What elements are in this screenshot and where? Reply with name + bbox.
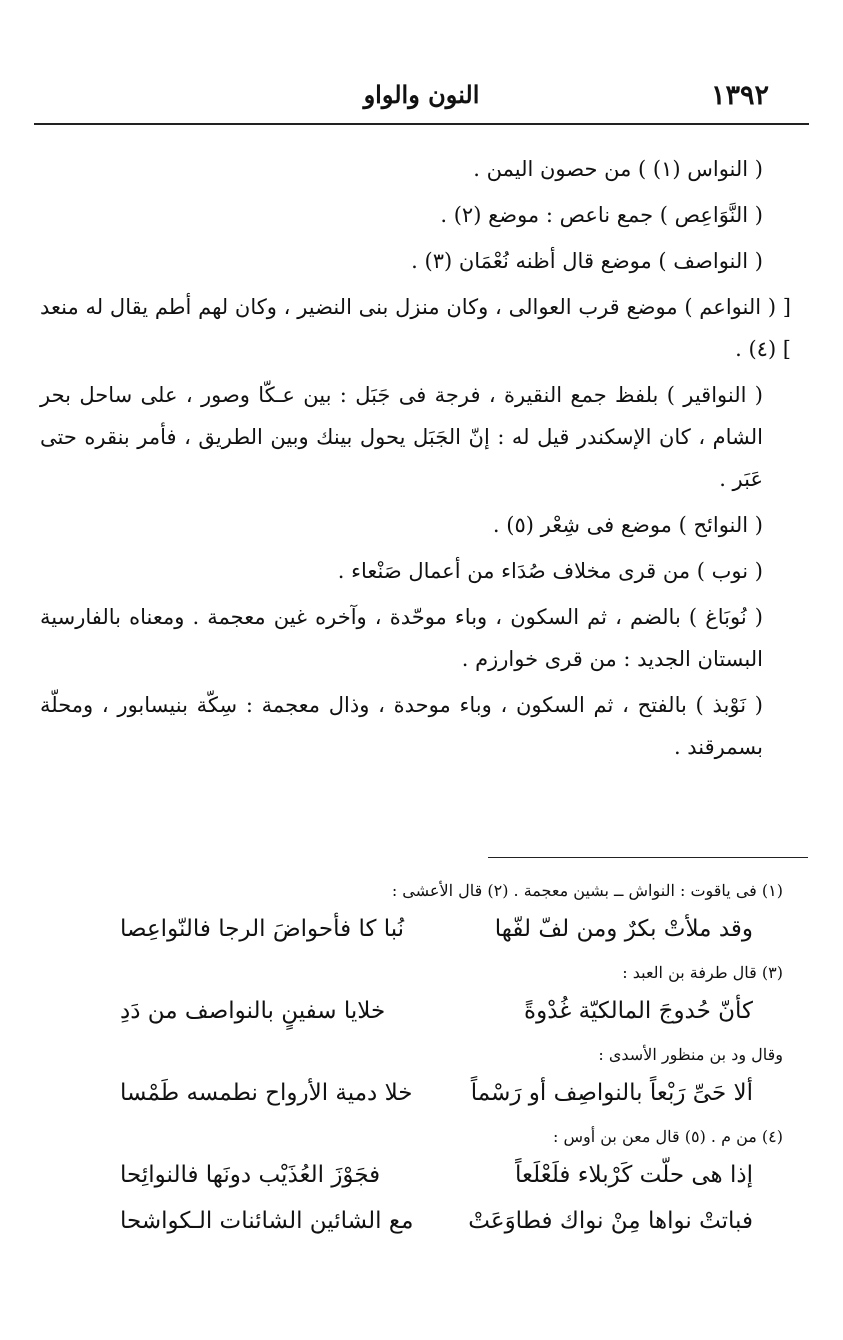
entry-nawaih: ( النوائح ) موضع فى شِعْر (٥) . xyxy=(492,513,763,537)
verse-line xyxy=(40,906,783,952)
verse-hemistich-second: خلايا سفينٍ بالنواصف من دَدِ xyxy=(120,998,386,1024)
entry-nawaqir: ( النواقير ) بلفظ جمع النقيرة ، فرجة فى جَبَل : بين عـكّا وصور ، على ساحل بحر الشام ، كان الإسكندر قيل له : إنّ الجَبَل يحول بينك وبين الطريق ، فأمر بنقره حتى عَبَر . xyxy=(40,383,763,491)
footnote-3-continued: وقال ود بن منظور الأسدى : xyxy=(598,1045,783,1064)
verse-line xyxy=(40,988,783,1034)
footnote-1-2: (١) فى ياقوت : النواش ــ بشين معجمة . (٢) قال الأعشى : xyxy=(391,881,783,900)
verse-hemistich-first: كأنّ حُدوجَ المالكيّة غُدْوةً xyxy=(524,998,753,1024)
verse-hemistich-second: خلا دمية الأرواح نطمسه طَمْسا xyxy=(120,1080,413,1106)
entry-nawb: ( نوب ) من قرى مخلاف صُدَاء من أعمال صَنْعاء . xyxy=(337,559,763,583)
verse-line xyxy=(40,1152,783,1198)
footnote-rule xyxy=(488,857,808,858)
header-rule xyxy=(34,123,809,125)
verse-hemistich-second: نُبا كا فأحواضَ الرجا فالنّواعِصا xyxy=(120,916,405,942)
footnotes xyxy=(40,870,783,1244)
verse-line xyxy=(40,1070,783,1116)
verse-hemistich-first: ألا حَىِّ رَبْعاً بالنواصِف أو رَسْماً xyxy=(470,1080,753,1106)
verse-hemistich-first: إذا هى حلّت كَرْبلاء فلَعْلَعاً xyxy=(515,1162,753,1188)
footnote-3: (٣) قال طرفة بن العبد : xyxy=(622,963,783,982)
verse-hemistich-first: فباتتْ نواها مِنْ نواك فطاوَعَتْ xyxy=(468,1208,753,1234)
verse-line xyxy=(40,1198,783,1244)
page-number: ١٣٩٢ xyxy=(710,80,769,111)
verse-hemistich-second: فجَوْزَ العُذَيْب دونَها فالنوائِحا xyxy=(120,1162,381,1188)
entry-nawais: ( النَّوَاعِص ) جمع ناعص : موضع (٢) . xyxy=(440,203,763,227)
entry-nawbadh: ( نَوْبذ ) بالفتح ، ثم السكون ، وباء موحدة ، وذال معجمة : سِكّة بنيسابور ، ومحلّة بسمرقند . xyxy=(40,693,763,759)
footnote-4-5: (٤) من م . (٥) قال معن بن أوس : xyxy=(552,1127,783,1146)
entry-nawas: ( النواس (١) ) من حصون اليمن . xyxy=(473,157,763,181)
verse-hemistich-first: وقد ملأتْ بكرٌ ومن لفّ لفّها xyxy=(494,916,753,942)
main-text xyxy=(40,148,791,772)
entry-nawasif: ( النواصف ) موضع قال أظنه نُعْمَان (٣) . xyxy=(411,249,763,273)
running-title: النون والواو xyxy=(363,80,480,109)
running-head xyxy=(34,80,809,122)
entry-nawaim: [ ( النواعم ) موضع قرب العوالى ، وكان منزل بنى النضير ، وكان لهم أطم يقال له منعد ] (٤) . xyxy=(40,295,791,361)
entry-nubagh: ( نُوبَاغ ) بالضم ، ثم السكون ، وباء موحّدة ، وآخره غين معجمة . ومعناه بالفارسية البستان الجديد : من قرى خوارزم . xyxy=(40,605,763,671)
verse-hemistich-second: مع الشائين الشائنات الـكواشحا xyxy=(120,1208,414,1234)
